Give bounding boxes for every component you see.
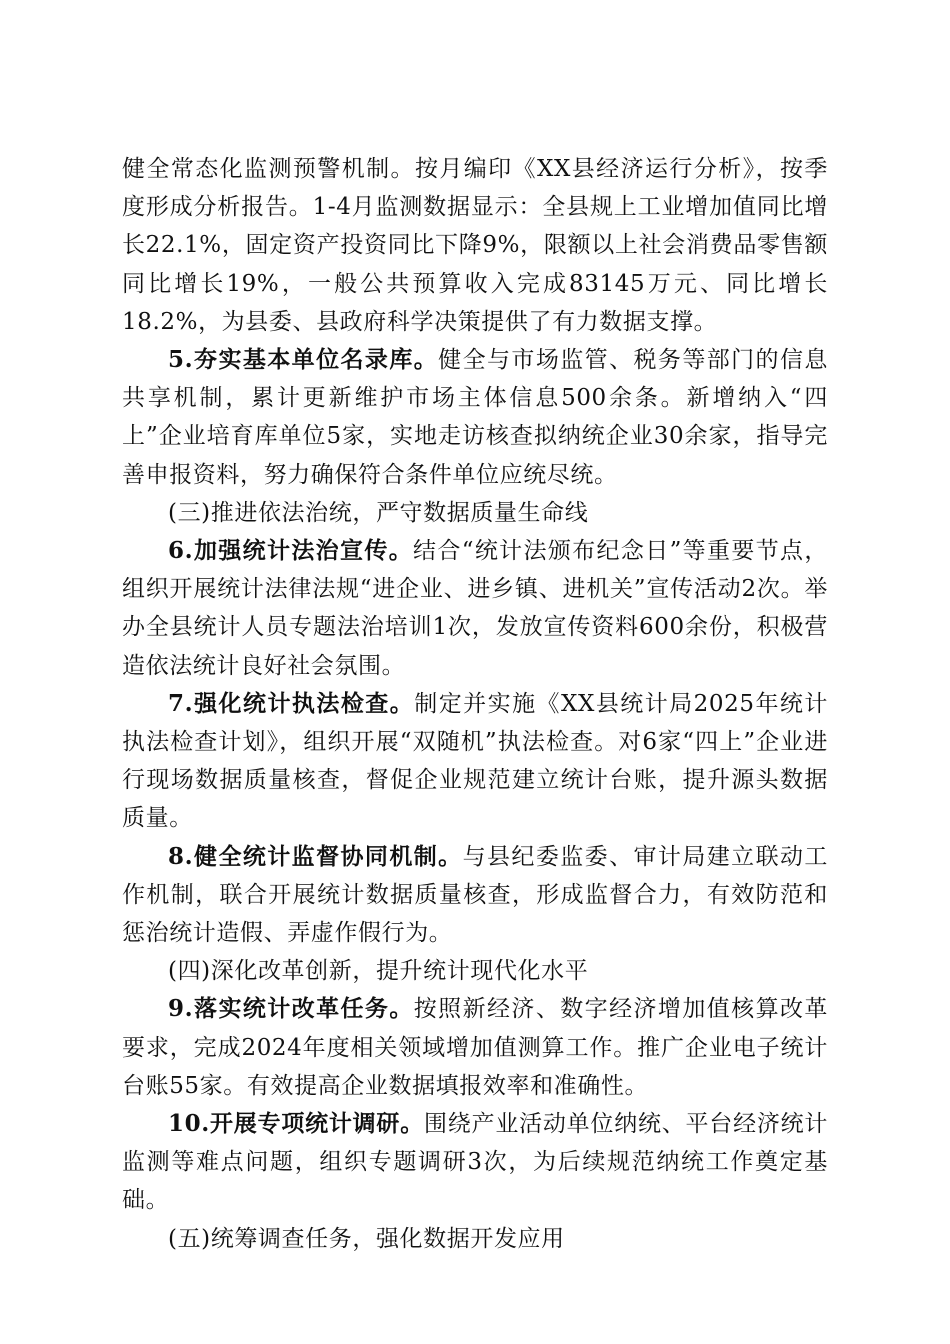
section-5-heading: (五)统筹调查任务，强化数据开发应用 [168, 1225, 565, 1252]
item-9-title: 9.落实统计改革任务。 [168, 995, 414, 1023]
item-6-body: 结合“统计法颁布纪念日”等重要节点，组织开展统计法律法规“进企业、进乡镇、进机关”宣传活动2次。举办全县统计人员专题法治培训1次，发放宣传资料600余份，积极营造依法统计良好社会氛围。 [122, 538, 828, 679]
item-6-paragraph [122, 532, 828, 685]
document-page [122, 150, 828, 1258]
item-7-paragraph [122, 685, 828, 838]
item-8-title: 8.健全统计监督协同机制。 [168, 842, 463, 870]
item-9-paragraph [122, 990, 828, 1105]
item-10-paragraph [122, 1105, 828, 1220]
item-8-body: 与县纪委监委、审计局建立联动工作机制，联合开展统计数据质量核查，形成监督合力，有效防范和惩治统计造假、弄虚作假行为。 [122, 843, 829, 947]
section-3-heading: (三)推进依法治统，严守数据质量生命线 [168, 499, 589, 526]
item-7-body: 制定并实施《XX县统计局2025年统计执法检查计划》，组织开展“双随机”执法检查。对6家“四上”企业进行现场数据质量核查，督促企业规范建立统计台账，提升源头数据质量。 [122, 690, 828, 832]
item-7-title: 7.强化统计执法检查。 [168, 689, 415, 717]
item-5-title: 5.夯实基本单位名录库。 [168, 346, 439, 374]
section-4-heading: (四)深化改革创新，提升统计现代化水平 [168, 958, 589, 985]
item-9-body: 按照新经济、数字经济增加值核算改革要求，完成2024年度相关领域增加值测算工作。推广企业电子统计台账55家。有效提高企业数据填报效率和准确性。 [122, 996, 828, 1099]
item-5-body: 健全与市场监管、税务等部门的信息共享机制，累计更新维护市场主体信息500余条。新增纳入“四上”企业培育库单位5家，实地走访核查拟纳统企业30余家，指导完善申报资料，努力确保符合条件单位应统尽统。 [122, 347, 828, 488]
item-10-title: 10.开展专项统计调研。 [168, 1110, 424, 1138]
item-8-paragraph [122, 838, 828, 953]
item-6-title: 6.加强统计法治宣传。 [168, 537, 414, 565]
item-5-paragraph [122, 341, 828, 494]
item-10-body: 围绕产业活动单位纳统、平台经济统计监测等难点问题，组织专题调研3次，为后续规范纳统工作奠定基础。 [122, 1111, 829, 1214]
paragraph-monitoring: 健全常态化监测预警机制。按月编印《XX县经济运行分析》，按季度形成分析报告。1-4月监测数据显示：全县规上工业增加值同比增长22.1%，固定资产投资同比下降9%，限额以上社会消费品零售额同比增长19%，一般公共预算收入完成83145万元、同比增长18.2%，为县委、县政府科学决策提供了有力数据支撑。 [122, 156, 828, 335]
